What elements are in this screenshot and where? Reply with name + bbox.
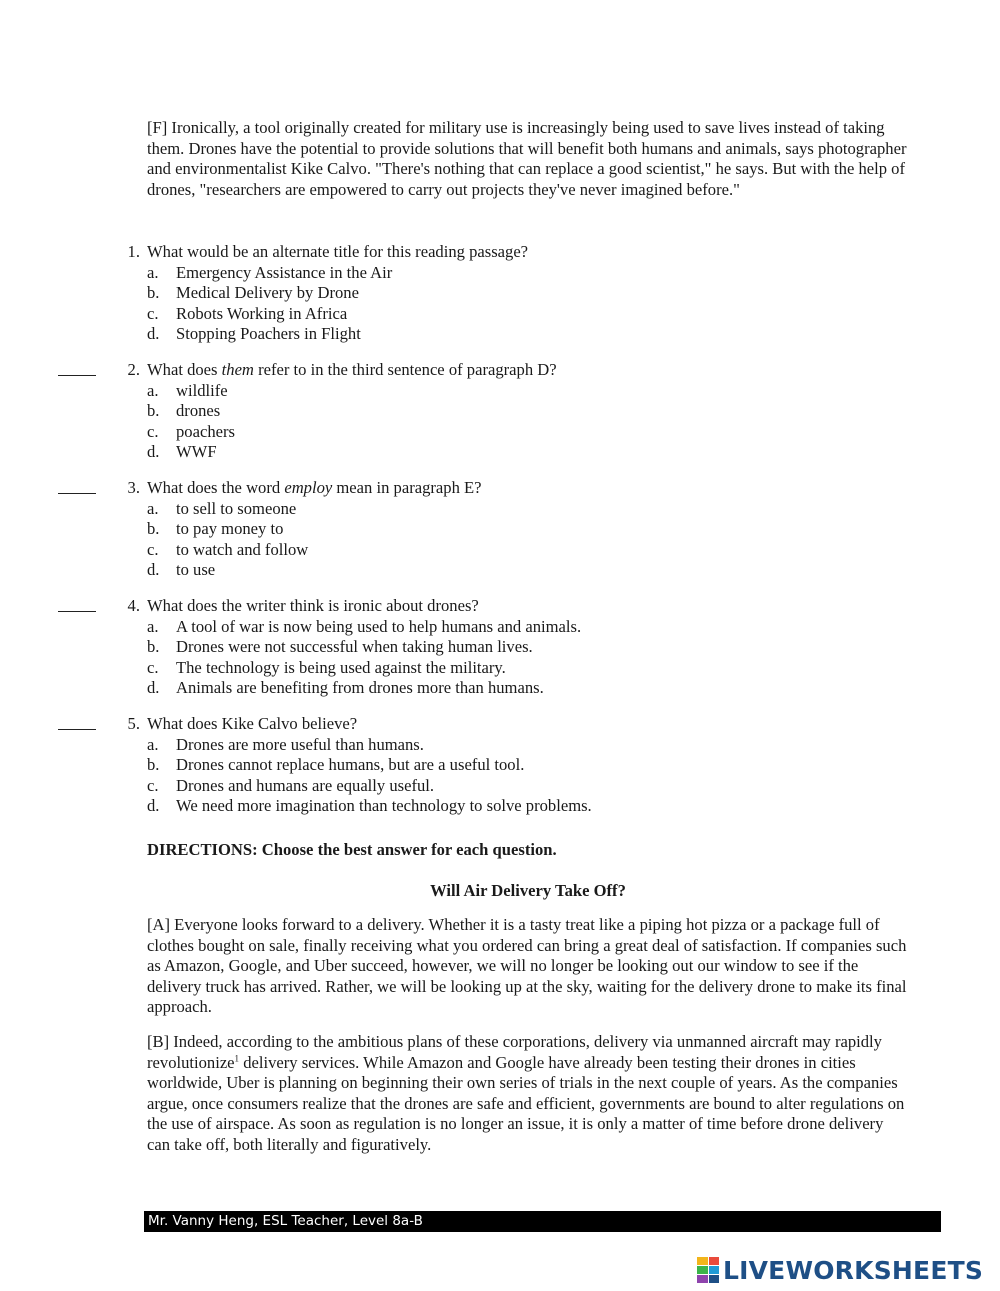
footer-bar: Mr. Vanny Heng, ESL Teacher, Level 8a-B <box>144 1211 941 1232</box>
question-2: 2. What does them refer to in the third sentence of paragraph D? a. wildlife b. drones c. poachers d. WWF <box>0 360 1000 464</box>
question-stem: What does them refer to in the third sentence of paragraph D? <box>147 360 557 379</box>
question-number: 5. <box>127 714 140 733</box>
answer-blank[interactable] <box>58 714 96 730</box>
paragraph-b: [B] Indeed, according to the ambitious plans of these corporations, delivery via unmanned aircraft may rapidly revolutionize$^1$ delivery services. While Amazon and Google have already been testing their drones in cities worldwide, Uber is planning on beginning their own series of trials in the next couple of years. As the companies argue, once consumers realize that the drones are safe and efficient, governments are bound to alter regulations on the use of airspace. As soon as regulation is no longer an issue, it is only a matter of time before drone delivery can take off, both literally and figuratively. <box>147 1032 905 1154</box>
question-number: 3. <box>127 478 140 497</box>
question-5: 5. What does Kike Calvo believe? a. Drones are more useful than humans. b. Drones cannot replace humans, but are a useful tool. c. Drones and humans are equally useful. d. We need more imagination than technology to solve problems. <box>0 714 1000 818</box>
question-number: 2. <box>127 360 140 379</box>
question-4: 4. What does the writer think is ironic about drones? a. A tool of war is now being used to help humans and animals. b. Drones were not successful when taking human lives. c. The technology is being used against the military. d. Animals are benefiting from drones more than humans. <box>0 596 1000 700</box>
footnote-marker: 1 <box>234 1053 240 1064</box>
answer-blank[interactable] <box>58 596 96 612</box>
paragraph-a: [A] Everyone looks forward to a delivery. Whether it is a tasty treat like a piping hot pizza or a package full of clothes bought on sale, finally receiving what you ordered can bring a great deal of satisfaction. If companies such as Amazon, Google, and Uber succeed, however, we will no longer be looking out our window to see if the delivery truck has arrived. Rather, we will be looking up at the sky, waiting for the delivery drone to make its final approach. <box>147 915 907 1017</box>
question-stem: What does the writer think is ironic about drones? <box>147 596 479 615</box>
answer-blank[interactable] <box>58 360 96 376</box>
paragraph-f: [F] Ironically, a tool originally created for military use is increasingly being used to save lives instead of taking them. Drones have the potential to provide solutions that will benefit both humans and animals, says photographer and environmentalist Kike Calvo. "There's nothing that can replace a good scientist," he says. But with the help of drones, "researchers are empowered to carry out projects they've never imagined before." <box>147 118 907 199</box>
question-stem: What does Kike Calvo believe? <box>147 714 358 733</box>
logo-text: LIVEWORKSHEETS <box>723 1255 984 1285</box>
liveworksheets-logo[interactable] <box>697 1255 983 1285</box>
story-title: Will Air Delivery Take Off? <box>430 881 626 900</box>
answer-blank[interactable] <box>58 478 96 494</box>
directions: DIRECTIONS: Choose the best answer for each question. <box>147 840 557 859</box>
question-stem: What does the word employ mean in paragraph E? <box>147 478 482 497</box>
question-3: 3. What does the word employ mean in paragraph E? a. to sell to someone b. to pay money to c. to watch and follow d. to use <box>0 478 1000 582</box>
question-stem: What would be an alternate title for this reading passage? <box>147 242 529 261</box>
question-number: 4. <box>127 596 140 615</box>
logo-blocks-icon <box>697 1257 719 1283</box>
question-number: 1. <box>127 242 140 261</box>
question-1: 1. What would be an alternate title for this reading passage? a. Emergency Assistance in the Air b. Medical Delivery by Drone c. Robots Working in Africa d. Stopping Poachers in Flight <box>0 242 1000 346</box>
